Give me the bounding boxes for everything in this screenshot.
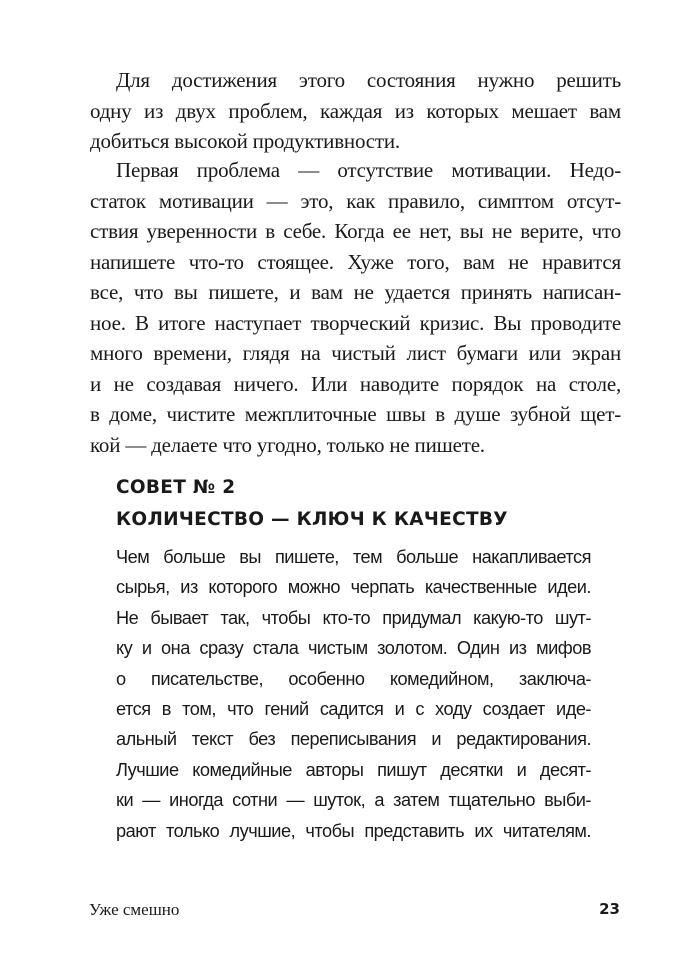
text-line: Чем больше вы пишете, тем больше накапливается bbox=[116, 547, 591, 567]
text-line: кой — делаете что угодно, только не пишете. bbox=[90, 432, 485, 457]
text-line: напишете что-то стоящее. Хуже того, вам не нравится bbox=[90, 249, 621, 274]
text-line: ное. В итоге наступает творческий кризис. Вы проводите bbox=[90, 310, 621, 335]
text-line: много времени, глядя на чистый лист бумаги или экран bbox=[90, 341, 621, 365]
text-line: Для достижения этого состояния нужно решить bbox=[116, 68, 621, 92]
running-footer-title: Уже смешно bbox=[89, 900, 180, 919]
paragraph-2 bbox=[90, 155, 621, 460]
tip-body bbox=[116, 542, 591, 846]
text-line: Лучшие комедийные авторы пишут десятки и десят- bbox=[116, 759, 591, 780]
text-line: ется в том, что гений садится и с ходу создает иде- bbox=[116, 698, 591, 719]
text-line: и не создавая ничего. Или наводите порядок на столе, bbox=[90, 371, 621, 396]
text-line: Не бывает так, чтобы кто-то придумал какую-то шут- bbox=[116, 607, 591, 628]
tip-number: СОВЕТ № 2 bbox=[116, 477, 236, 498]
text-line: одну из двух проблем, каждая из которых мешает вам bbox=[90, 98, 621, 123]
text-line: сырья, из которого можно черпать качественные идеи. bbox=[116, 577, 591, 598]
text-line: ку и она сразу стала чистым золотом. Один из мифов bbox=[116, 638, 591, 659]
text-line: альный текст без переписывания и редактирования. bbox=[116, 729, 591, 750]
tip-title: КОЛИЧЕСТВО — КЛЮЧ К КАЧЕСТВУ bbox=[116, 509, 508, 530]
text-line: все, что вы пишете, и вам не удается принять написан- bbox=[90, 280, 621, 304]
text-line: ствия уверенности в себе. Когда ее нет, вы не верите, что bbox=[90, 219, 621, 243]
text-line: ки — иногда сотни — шуток, а затем тщательно выби- bbox=[116, 790, 591, 811]
text-line: рают только лучшие, чтобы представить их читателям. bbox=[116, 820, 591, 841]
text-line: статок мотивации — это, как правило, симптом отсут- bbox=[90, 188, 621, 213]
text-line: о писательстве, особенно комедийном, заключа- bbox=[116, 668, 591, 689]
text-line: Первая проблема — отсутствие мотивации. Недо- bbox=[116, 158, 621, 182]
text-line: добиться высокой продуктивности. bbox=[90, 129, 400, 153]
paragraph-1 bbox=[90, 65, 621, 157]
page-number: 23 bbox=[599, 900, 620, 918]
tip-heading bbox=[116, 472, 621, 536]
text-line: в доме, чистите межплиточные швы в душе зубной щет- bbox=[90, 402, 621, 426]
